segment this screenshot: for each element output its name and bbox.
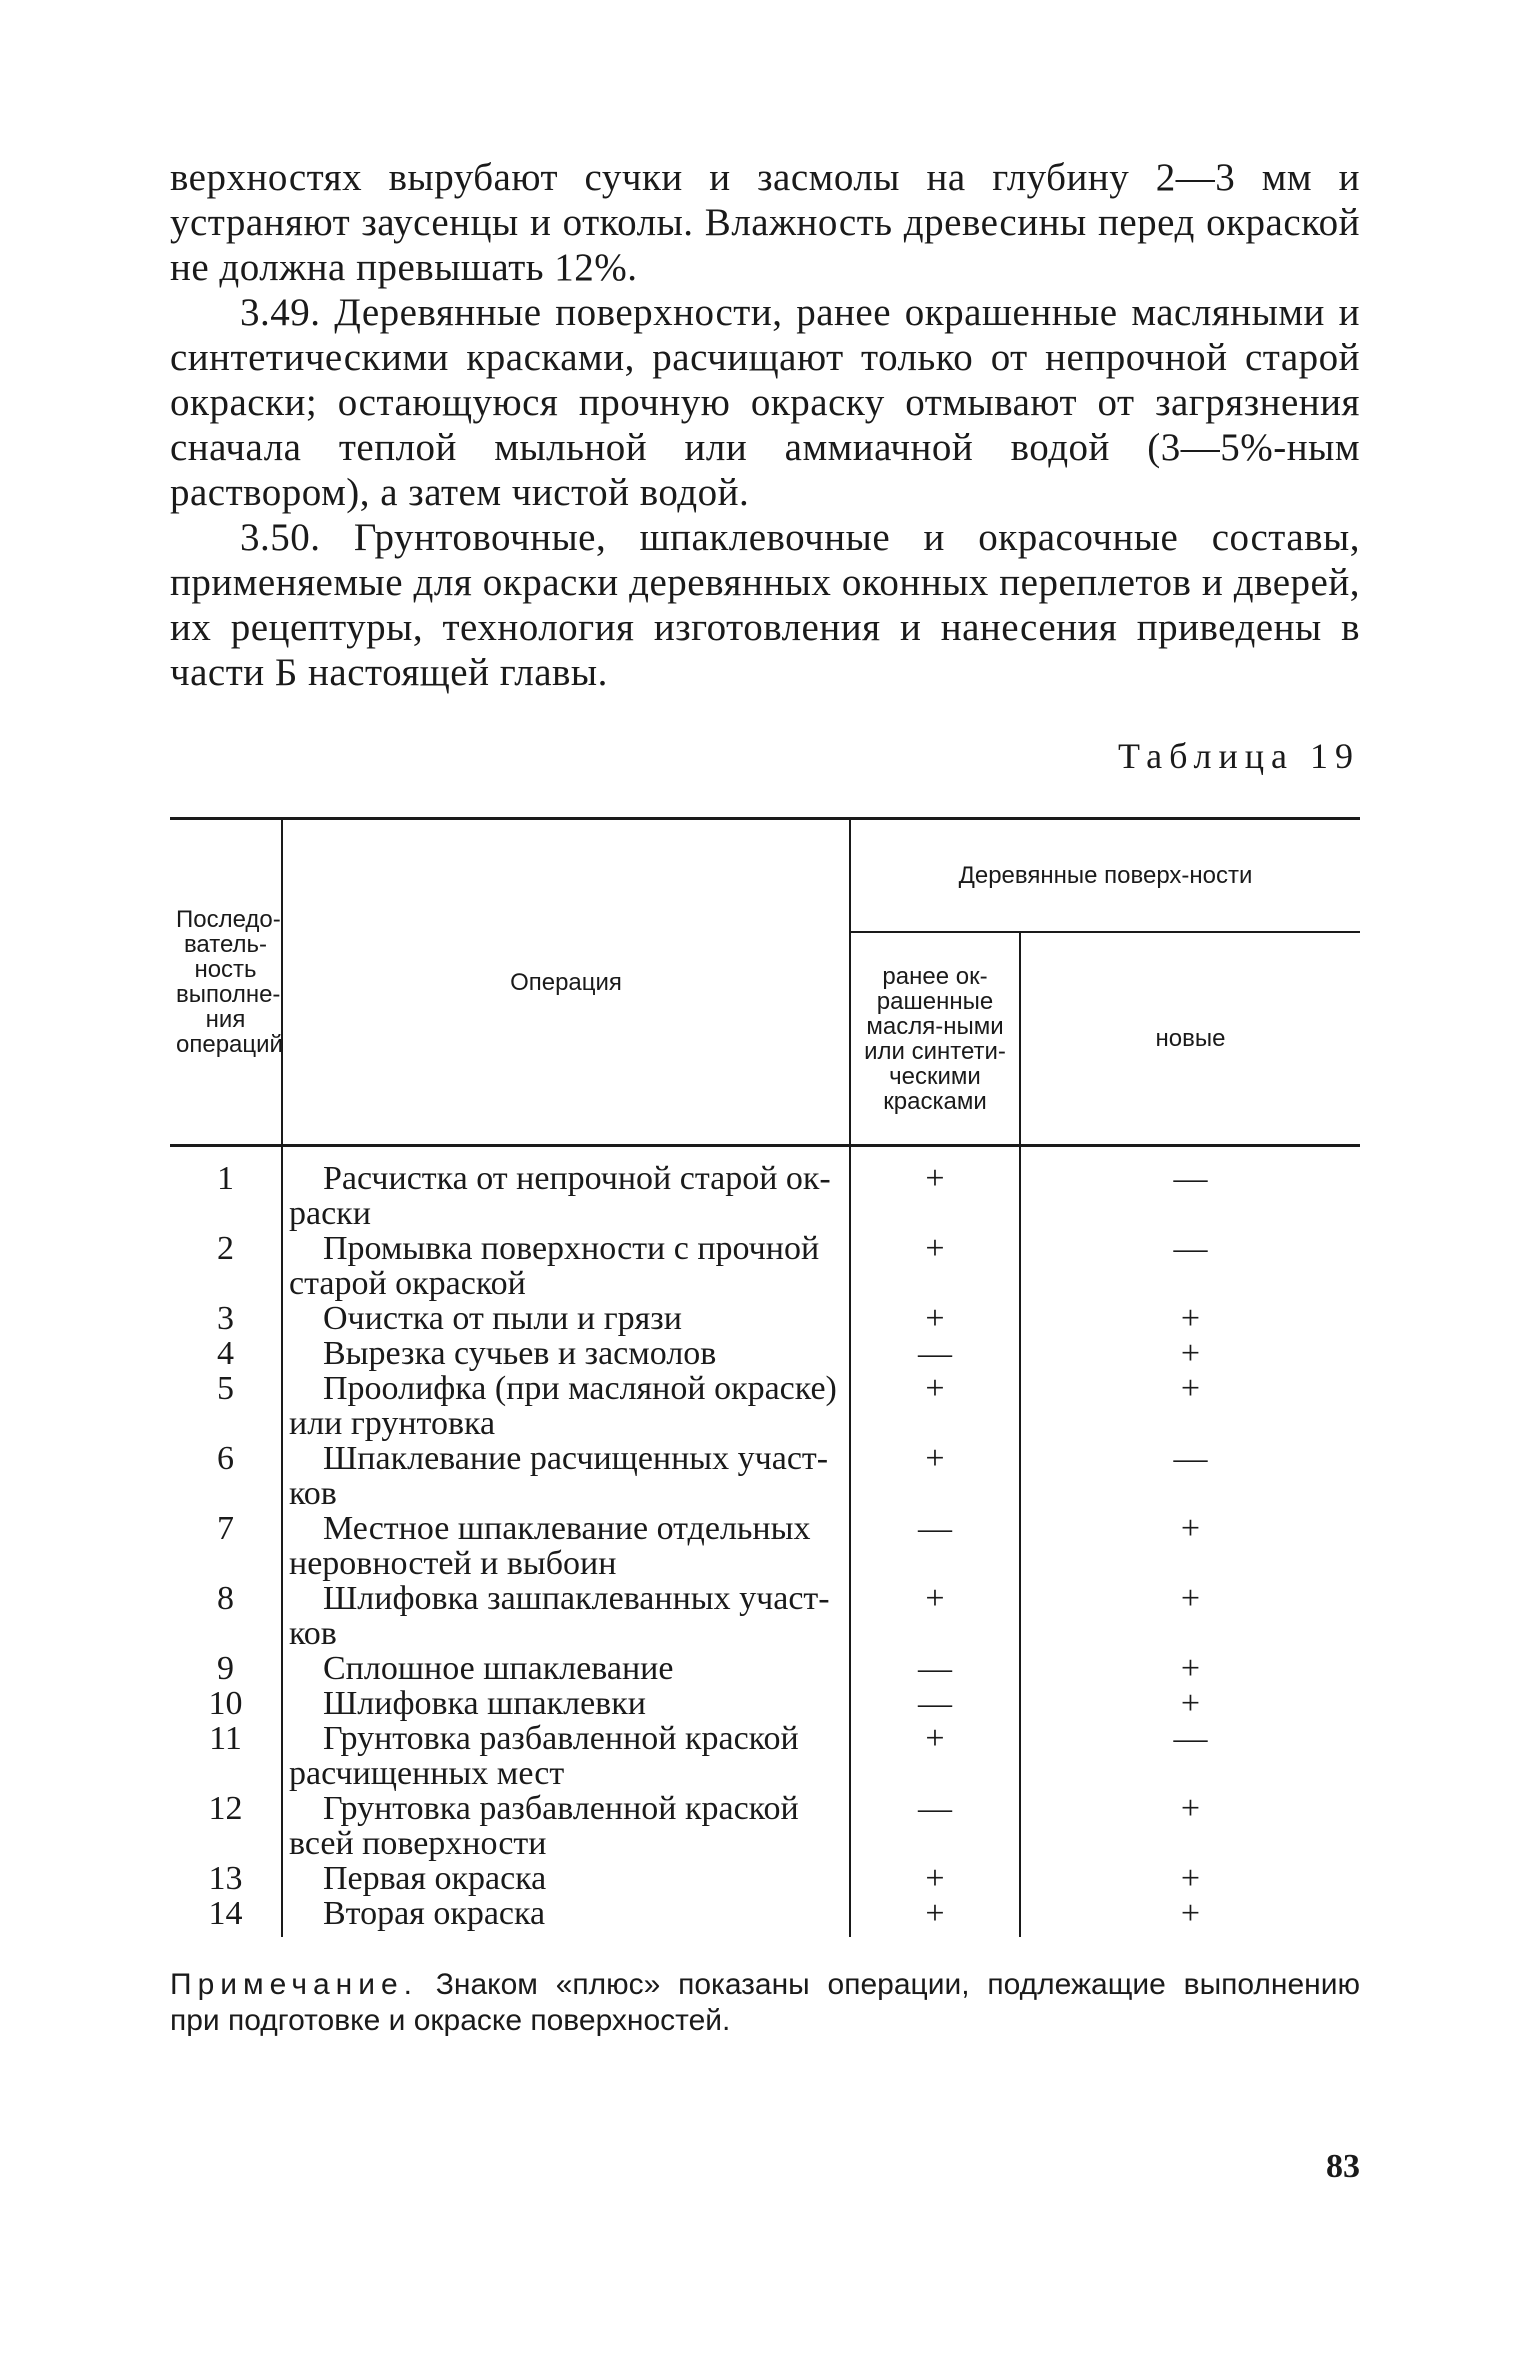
- mark-new: +: [1020, 1371, 1360, 1441]
- mark-new: +: [1020, 1511, 1360, 1581]
- mark-new: +: [1020, 1581, 1360, 1651]
- table-row: [170, 1371, 1360, 1441]
- operation-text: Первая окраска: [323, 1860, 547, 1897]
- operation-cell: [282, 1441, 850, 1511]
- mark-previously-painted: +: [850, 1896, 1020, 1937]
- mark-previously-painted: —: [850, 1651, 1020, 1686]
- table-row: [170, 1301, 1360, 1336]
- table-row: [170, 1721, 1360, 1791]
- operation-cell: [282, 1791, 850, 1861]
- table-row: [170, 1511, 1360, 1581]
- mark-new: —: [1020, 1146, 1360, 1232]
- mark-new: +: [1020, 1896, 1360, 1937]
- row-number: 3: [217, 1300, 234, 1337]
- mark-previously-painted: +: [850, 1231, 1020, 1301]
- operation-text: Шпаклевание расчищенных участ-: [323, 1440, 829, 1477]
- operation-cell: [282, 1686, 850, 1721]
- operation-cell: [282, 1371, 850, 1441]
- note-label: Примечание.: [170, 1968, 418, 2001]
- header-wooden-surfaces: Деревянные поверх-ности: [850, 819, 1360, 933]
- operation-cell: [282, 1336, 850, 1371]
- note-text: Знаком «плюс» показаны операции, подлежащие выполнению при подготовке и окраске поверхностей.: [170, 1968, 1360, 2037]
- paragraph: верхностях вырубают сучки и засмолы на глубину 2—3 мм и устраняют заусенцы и отколы. Влажность древесины перед окраской не должна превышать 12%.: [170, 156, 1360, 289]
- operation-cell: [282, 1861, 850, 1896]
- mark-new: —: [1020, 1231, 1360, 1301]
- row-number: 13: [208, 1860, 243, 1897]
- operation-text: Промывка поверхности с прочной: [323, 1230, 820, 1267]
- operation-text-continued: или грунтовка: [289, 1405, 496, 1442]
- mark-previously-painted: +: [850, 1581, 1020, 1651]
- operation-text-continued: неровностей и выбоин: [289, 1545, 617, 1582]
- header-sequence: Последо-ватель-ность выполне-ния операций: [170, 819, 282, 1146]
- mark-previously-painted: +: [850, 1146, 1020, 1232]
- mark-previously-painted: +: [850, 1301, 1020, 1336]
- operation-text: Расчистка от непрочной старой ок-: [323, 1160, 831, 1197]
- mark-previously-painted: +: [850, 1371, 1020, 1441]
- table-row: [170, 1231, 1360, 1301]
- operations-table: [170, 817, 1360, 1937]
- operation-text: Вторая окраска: [323, 1895, 546, 1932]
- operation-text: Проолифка (при масляной окраске): [323, 1370, 837, 1407]
- operation-cell: [282, 1581, 850, 1651]
- table-row: [170, 1651, 1360, 1686]
- table-row: [170, 1441, 1360, 1511]
- header-new: новые: [1020, 932, 1360, 1146]
- operation-cell: [282, 1511, 850, 1581]
- operation-text-continued: всей поверхности: [289, 1825, 547, 1862]
- operation-cell: [282, 1896, 850, 1937]
- operation-text: Сплошное шпаклевание: [323, 1650, 674, 1687]
- table-row: [170, 1686, 1360, 1721]
- row-number: 14: [208, 1895, 243, 1932]
- operation-text-continued: ков: [289, 1475, 337, 1512]
- row-number: 6: [217, 1440, 234, 1477]
- operation-cell: [282, 1721, 850, 1791]
- mark-previously-painted: —: [850, 1791, 1020, 1861]
- operation-text-continued: раски: [289, 1195, 371, 1232]
- header-operation: Операция: [282, 819, 850, 1146]
- page-content: [170, 155, 1360, 2039]
- table-note: [170, 1967, 1360, 2039]
- operation-text-continued: ков: [289, 1615, 337, 1652]
- operation-text-continued: старой окраской: [289, 1265, 526, 1302]
- row-number: 11: [209, 1720, 242, 1757]
- operation-text: Шлифовка шпаклевки: [323, 1685, 646, 1722]
- row-number: 9: [217, 1650, 234, 1687]
- paragraph: 3.49. Деревянные поверхности, ранее окрашенные масляными и синтетическими красками, расчищают только от непрочной старой окраски; остающуюся прочную окраску отмывают от загрязнения сначала теплой мыльной или аммиачной водой (3—5%-ным раствором), а затем чистой водой.: [170, 291, 1360, 514]
- mark-previously-painted: —: [850, 1336, 1020, 1371]
- operation-cell: [282, 1301, 850, 1336]
- table-row: [170, 1896, 1360, 1937]
- mark-new: +: [1020, 1336, 1360, 1371]
- mark-previously-painted: —: [850, 1686, 1020, 1721]
- mark-new: +: [1020, 1861, 1360, 1896]
- table-body: [170, 1146, 1360, 1938]
- row-number: 12: [208, 1790, 243, 1827]
- body-text: [170, 155, 1360, 695]
- table-row: [170, 1861, 1360, 1896]
- page-number: 83: [1326, 2148, 1360, 2185]
- table-row: [170, 1581, 1360, 1651]
- operation-text: Грунтовка разбавленной краской: [323, 1720, 799, 1757]
- paragraph: 3.50. Грунтовочные, шпаклевочные и окрасочные составы, применяемые для окраски деревянных оконных переплетов и дверей, их рецептуры, технология изготовления и нанесения приведены в части Б настоящей главы.: [170, 516, 1360, 694]
- operation-text: Вырезка сучьев и засмолов: [323, 1335, 717, 1372]
- mark-previously-painted: +: [850, 1721, 1020, 1791]
- operation-text: Очистка от пыли и грязи: [323, 1300, 682, 1337]
- mark-new: +: [1020, 1686, 1360, 1721]
- mark-new: —: [1020, 1721, 1360, 1791]
- operation-cell: [282, 1651, 850, 1686]
- header-previously-painted: ранее ок-рашенные масля-ными или синтети-ческими красками: [850, 932, 1020, 1146]
- operation-cell: [282, 1231, 850, 1301]
- mark-new: —: [1020, 1441, 1360, 1511]
- row-number: 4: [217, 1335, 234, 1372]
- table-caption: Таблица 19: [1118, 736, 1360, 776]
- row-number: 2: [217, 1230, 234, 1267]
- row-number: 7: [217, 1510, 234, 1547]
- table-row: [170, 1791, 1360, 1861]
- row-number: 1: [217, 1160, 234, 1197]
- operation-text: Местное шпаклевание отдельных: [323, 1510, 811, 1547]
- mark-new: +: [1020, 1651, 1360, 1686]
- row-number: 8: [217, 1580, 234, 1617]
- row-number: 10: [208, 1685, 243, 1722]
- mark-new: +: [1020, 1301, 1360, 1336]
- operation-text: Шлифовка зашпаклеванных участ-: [323, 1580, 830, 1617]
- operation-text: Грунтовка разбавленной краской: [323, 1790, 799, 1827]
- operation-cell: [282, 1146, 850, 1232]
- table-row: [170, 1146, 1360, 1232]
- mark-previously-painted: +: [850, 1441, 1020, 1511]
- mark-previously-painted: —: [850, 1511, 1020, 1581]
- operation-text-continued: расчищенных мест: [289, 1755, 565, 1792]
- row-number: 5: [217, 1370, 234, 1407]
- mark-previously-painted: +: [850, 1861, 1020, 1896]
- table-row: [170, 1336, 1360, 1371]
- mark-new: +: [1020, 1791, 1360, 1861]
